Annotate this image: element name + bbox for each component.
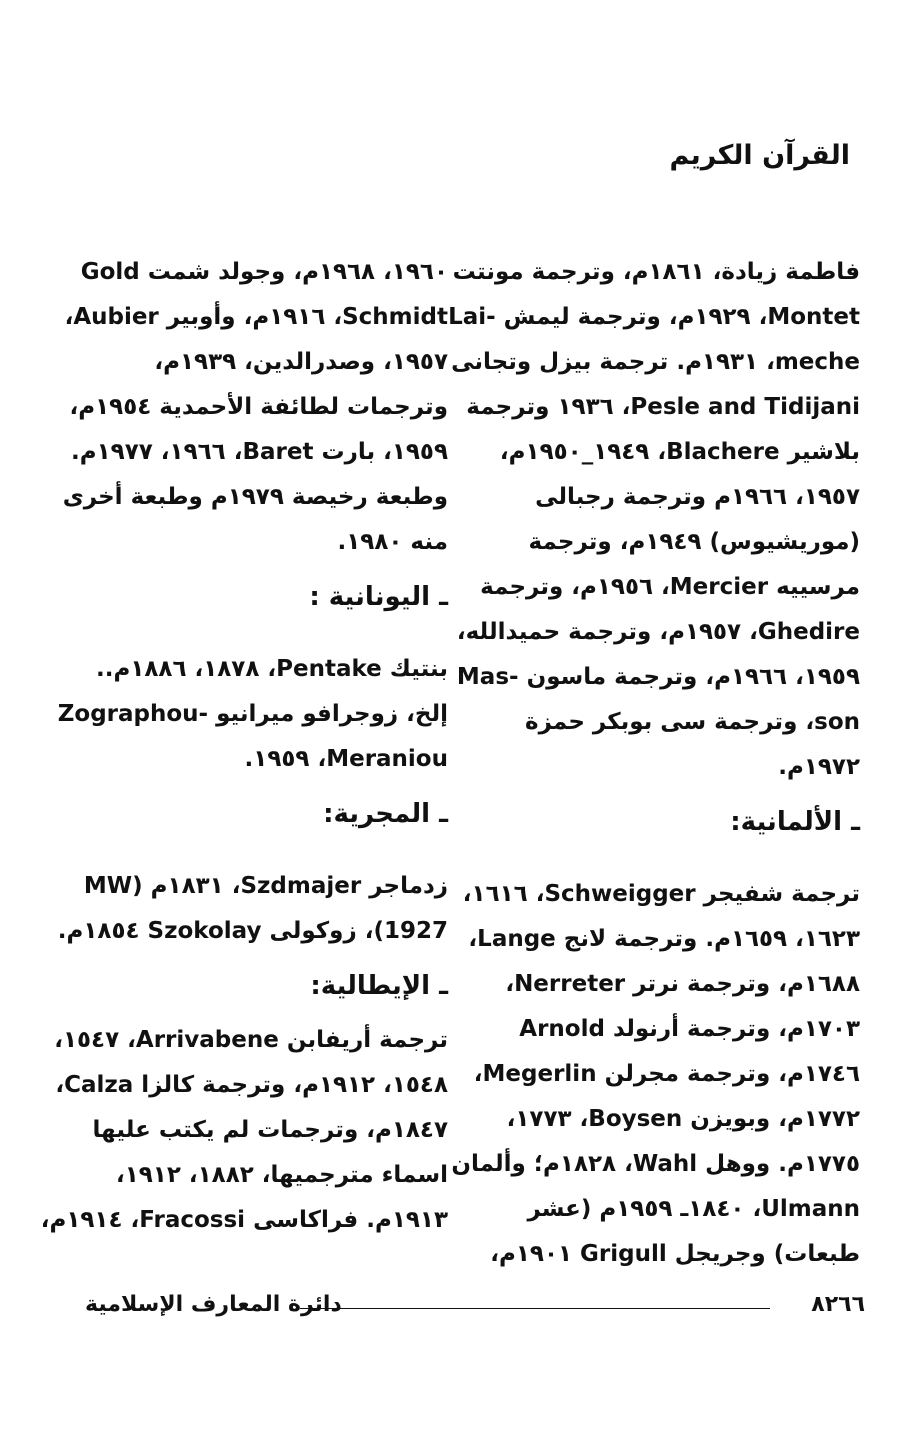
- footer-rule: [300, 1308, 770, 1309]
- text-line: ١٧٧٥م. ووهل Wahl، ١٨٢٨م؛ وألمان: [451, 1151, 860, 1177]
- text-line: Meraniou، ١٩٥٩.: [244, 746, 448, 772]
- text-line: طبعات) وجريجل Grigull ١٩٠١م،: [490, 1241, 860, 1267]
- section-heading-german: ـ الألمانية:: [730, 807, 860, 837]
- text-line: (موريشيوس) ١٩٤٩م، وترجمة: [528, 529, 860, 555]
- text-line: بلاشير Blachere، ١٩٤٩_١٩٥٠م،: [499, 439, 860, 465]
- text-line: فاطمة زيادة، ١٨٦١م، وترجمة مونتت: [452, 259, 860, 285]
- running-head-title: القرآن الكريم: [669, 140, 850, 171]
- text-line: منه ١٩٨٠.: [337, 529, 448, 555]
- text-line: ١٩٥٧، وصدرالدين، ١٩٣٩م،: [154, 349, 448, 375]
- text-line: ١٧٠٣م، وترجمة أرنولد Arnold: [519, 1016, 860, 1042]
- text-line: زدماجر Szdmajer، ١٨٣١م (MW: [83, 873, 448, 899]
- text-line: اسماء مترجميها، ١٨٨٢، ١٩١٢،: [115, 1162, 448, 1188]
- text-line: ١٩٦٠، ١٩٦٨م، وجولد شمت Gold: [80, 259, 448, 285]
- text-line: ١٦٢٣، ١٦٥٩م. وترجمة لانج Lange،: [468, 926, 860, 952]
- text-line: Pesle and Tidijani، ١٩٣٦ وترجمة: [466, 394, 860, 420]
- text-line: 1927)، زوكولى Szokolay ١٨٥٤م.: [57, 918, 448, 944]
- text-line: Ghedire، ١٩٥٧م، وترجمة حميدالله،: [456, 619, 860, 645]
- text-line: إلخ، زوجرافو ميرانيو -Zographou: [57, 701, 448, 727]
- text-line: ١٦٨٨م، وترجمة نرتر Nerreter،: [505, 971, 860, 997]
- text-line: ١٩٥٧، ١٩٦٦م وترجمة رجبالى: [535, 484, 860, 510]
- text-line: ١٥٤٨، ١٩١٢م، وترجمة كالزا Calza،: [55, 1072, 448, 1098]
- text-line: ١٧٧٢م، وبويزن Boysen، ١٧٧٣،: [506, 1106, 860, 1132]
- text-line: son، وترجمة سى بوبكر حمزة: [525, 709, 860, 735]
- text-line: ١٧٤٦م، وترجمة مجرلن Megerlin،: [473, 1061, 860, 1087]
- text-line: ترجمة أريفابن Arrivabene، ١٥٤٧،: [54, 1027, 448, 1053]
- text-line: بنتيك Pentake، ١٨٧٨، ١٨٨٦م..: [95, 656, 448, 682]
- left-column: [40, 250, 448, 1243]
- text-line: ١٨٤٧م، وترجمات لم يكتب عليها: [92, 1117, 448, 1143]
- footer-publication-title: دائرة المعارف الإسلامية: [85, 1292, 342, 1317]
- text-line: ١٩٥٩، بارت Baret، ١٩٦٦، ١٩٧٧م.: [71, 439, 448, 465]
- text-line: meche، ١٩٣١م. ترجمة بيزل وتجانى: [451, 349, 860, 375]
- text-line: Schmidt، ١٩١٦م، وأوبير Aubier،: [64, 304, 448, 330]
- text-line: Montet، ١٩٢٩م، وترجمة ليمش -Lai: [448, 304, 860, 330]
- right-column: [448, 250, 860, 1277]
- section-heading-greek: ـ اليونانية :: [309, 582, 448, 612]
- text-line: ١٩١٣م. فراكاسى Fracossi، ١٩١٤م،: [40, 1207, 448, 1233]
- text-line: ترجمة شفيجر Schweigger، ١٦١٦،: [462, 881, 860, 907]
- text-line: ١٩٧٢م.: [778, 754, 860, 780]
- page-footer: [85, 1292, 865, 1326]
- text-line: وطبعة رخيصة ١٩٧٩م وطبعة أخرى: [62, 484, 448, 510]
- text-line: وترجمات لطائفة الأحمدية ١٩٥٤م،: [69, 394, 448, 420]
- section-heading-hungarian: ـ المجرية:: [323, 799, 448, 829]
- page-number: ٨٢٦٦: [811, 1292, 865, 1317]
- section-heading-italian: ـ الإيطالية:: [310, 971, 448, 1001]
- text-line: مرسييه Mercier، ١٩٥٦م، وترجمة: [480, 574, 860, 600]
- text-line: Ulmann، ١٨٤٠ـ ١٩٥٩م (عشر: [527, 1196, 860, 1222]
- text-line: ١٩٥٩، ١٩٦٦م، وترجمة ماسون -Mas: [456, 664, 860, 690]
